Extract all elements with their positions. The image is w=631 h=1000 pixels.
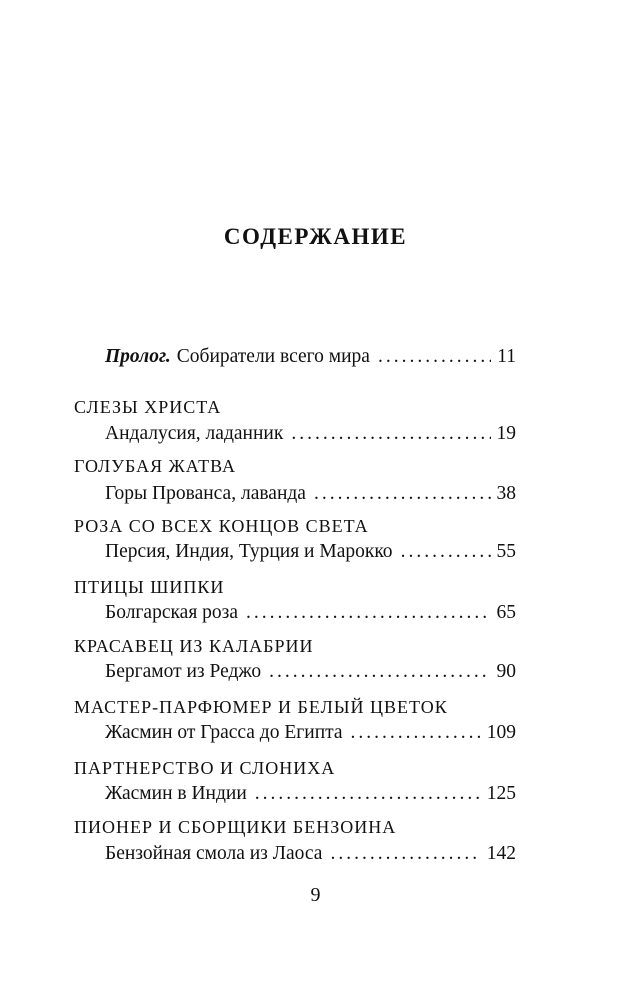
page-number: 142 <box>486 843 516 864</box>
chapter-heading: ПИОНЕР И СБОРЩИКИ БЕНЗОИНА <box>74 817 397 837</box>
entry-title: Болгарская роза <box>105 602 239 623</box>
page-title: СОДЕРЖАНИЕ <box>223 224 408 249</box>
toc-entry-prologue <box>105 346 516 368</box>
chapter-heading: МАСТЕР-ПАРФЮМЕР И БЕЛЫЙ ЦВЕТОК <box>74 697 448 717</box>
page-number: 125 <box>486 783 516 804</box>
entry-title: Жасмин в Индии <box>105 783 247 804</box>
dot-leader <box>246 602 490 624</box>
chapter-heading: ГОЛУБАЯ ЖАТВА <box>74 456 237 476</box>
folio-page-number: 9 <box>310 884 321 906</box>
toc-entry <box>105 541 516 563</box>
page-number: 55 <box>496 541 516 562</box>
page-number: 65 <box>496 602 516 623</box>
chapter-heading: КРАСАВЕЦ ИЗ КАЛАБРИИ <box>74 636 314 656</box>
chapter-heading: ПАРТНЕРСТВО И СЛОНИХА <box>74 758 336 778</box>
chapter-heading: РОЗА СО ВСЕХ КОНЦОВ СВЕТА <box>74 516 369 536</box>
dot-leader <box>255 783 481 805</box>
toc-entry <box>105 722 516 744</box>
toc-entry <box>105 843 516 865</box>
chapter-heading: СЛЕЗЫ ХРИСТА <box>74 397 222 417</box>
toc-entry <box>105 661 516 683</box>
dot-leader <box>351 722 481 744</box>
dot-leader <box>291 423 490 445</box>
chapter-heading: ПТИЦЫ ШИПКИ <box>74 577 225 597</box>
dot-leader <box>378 346 491 368</box>
dot-leader <box>269 661 490 683</box>
toc-entry <box>105 423 516 445</box>
entry-title: Андалусия, ладанник <box>105 423 284 444</box>
prologue-title: Собиратели всего мира <box>176 346 370 367</box>
dot-leader <box>401 541 491 563</box>
page-number: 109 <box>486 722 516 743</box>
page-number: 38 <box>496 483 516 504</box>
dot-leader <box>314 483 491 505</box>
toc-entry <box>105 483 516 505</box>
toc-entry <box>105 783 516 805</box>
page-number: 19 <box>496 423 516 444</box>
prologue-label: Пролог. <box>105 346 171 367</box>
entry-title: Персия, Индия, Турция и Марокко <box>105 541 393 562</box>
entry-title: Бензойная смола из Лаоса <box>105 843 323 864</box>
entry-title: Жасмин от Грасса до Египта <box>105 722 343 743</box>
dot-leader <box>330 843 480 865</box>
entry-title: Бергамот из Реджо <box>105 661 262 682</box>
toc-entry <box>105 602 516 624</box>
entry-title: Горы Прованса, лаванда <box>105 483 306 504</box>
page-number: 90 <box>496 661 516 682</box>
page-number: 11 <box>497 346 516 367</box>
